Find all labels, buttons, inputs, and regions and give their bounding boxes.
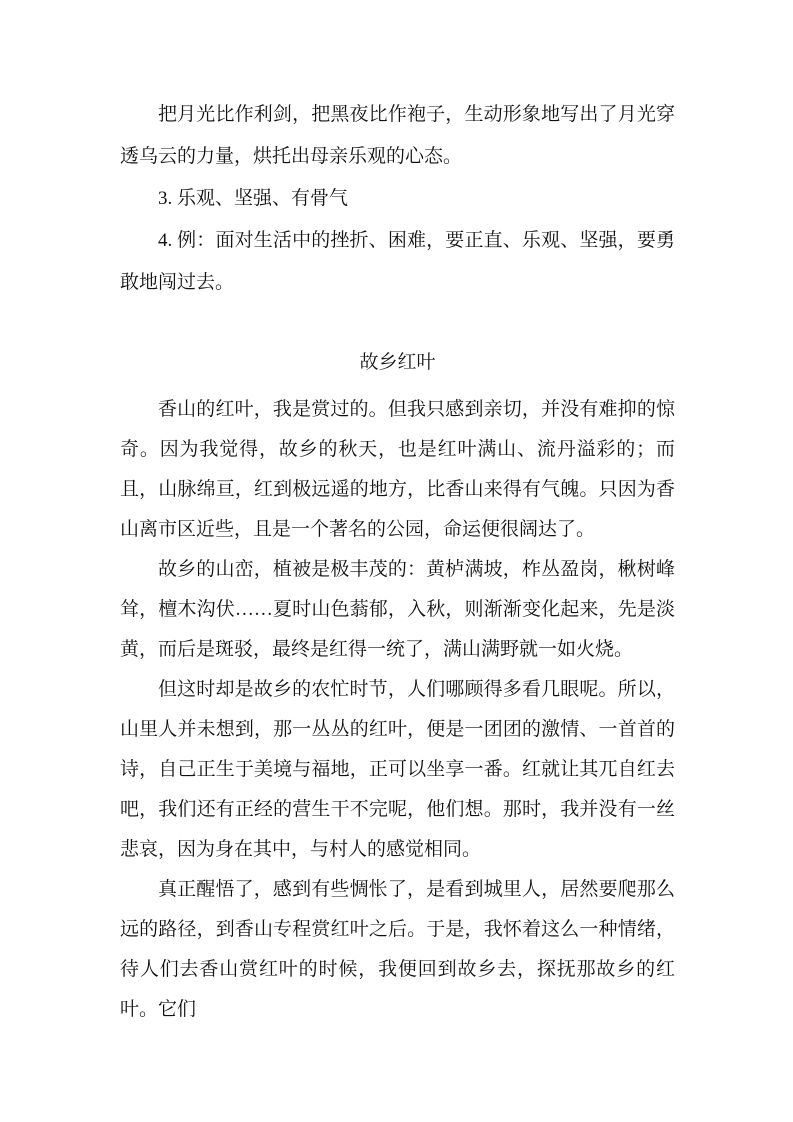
intro-list-item: 3. 乐观、坚强、有骨气	[158, 188, 349, 209]
essay-paragraph: 真正醒悟了，感到有些惆怅了，是看到城里人，居然要爬那么远的路径，到香山专程赏红叶之后。于是，我怀着这么一种情绪，待人们去香山赏红叶的时候，我便回到故乡去，探抚那故乡的红叶。它们	[120, 879, 675, 1020]
essay-paragraph: 香山的红叶，我是赏过的。但我只感到亲切，并没有难抑的惊奇。因为我觉得，故乡的秋天，也是红叶满山、流丹溢彩的；而且，山脉绵亘，红到极远遥的地方，比香山来得有气魄。只因为香山离市区近些，且是一个著名的公园，命运便很阔达了。	[120, 399, 675, 540]
intro-list-item: 4. 例：面对生活中的挫折、困难，要正直、乐观、坚强，要勇敢地闯过去。	[120, 230, 675, 293]
essay-paragraph: 但这时却是故乡的农忙时节，人们哪顾得多看几眼呢。所以，山里人并未想到，那一丛丛的红叶，便是一团团的激情、一首首的诗，自己正生于美境与福地，正可以坐享一番。红就让其兀自红去吧，我们还有正经的营生干不完呢，他们想。那时，我并没有一丝悲哀，因为身在其中，与村人的感觉相同。	[120, 679, 675, 860]
intro-paragraph: 把月光比作利剑，把黑夜比作袍子，生动形象地写出了月光穿透乌云的力量，烘托出母亲乐观的心态。	[120, 104, 675, 167]
essay-paragraph: 故乡的山峦，植被是极丰茂的：黄栌满坡，柞丛盈岗，楸树峰耸，檀木沟伏……夏时山色蓊郁，入秋，则渐渐变化起来，先是淡黄，而后是斑驳，最终是红得一统了，满山满野就一如火烧。	[120, 559, 675, 660]
essay-title: 故乡红叶	[359, 352, 436, 373]
